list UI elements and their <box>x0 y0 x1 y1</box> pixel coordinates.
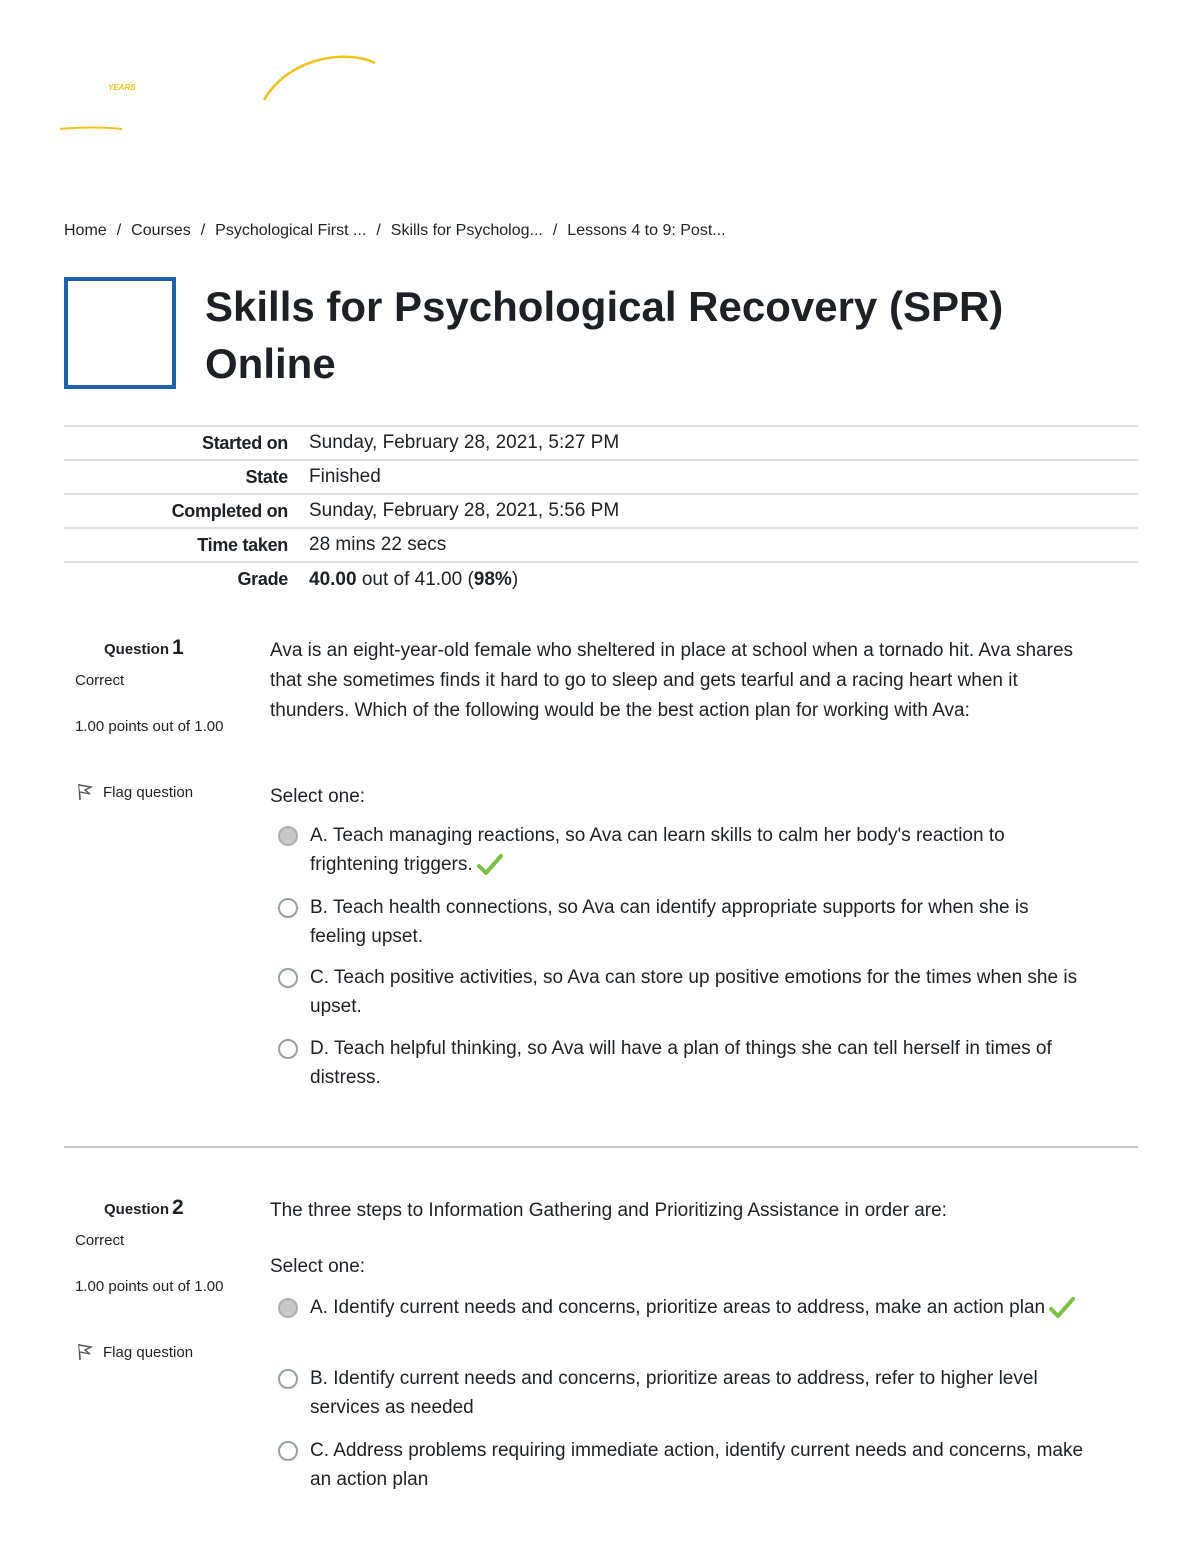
breadcrumb-course[interactable]: Skills for Psycholog... <box>390 222 543 239</box>
answer-option[interactable] <box>278 893 1088 951</box>
radio-selected[interactable] <box>278 826 298 846</box>
breadcrumb-separator: / <box>200 222 206 239</box>
question-text: The three steps to Information Gathering and Prioritizing Assistance in order are: <box>270 1200 947 1221</box>
page-title: Skills for Psychological Recovery (SPR) Online <box>205 283 1004 387</box>
grade-percent: 98% <box>473 568 512 590</box>
question-state: Correct <box>75 672 125 689</box>
logo-swoosh-icon <box>50 45 390 140</box>
grade-close: ) <box>511 568 519 590</box>
grade-score: 40.00 <box>309 568 357 590</box>
state-value: Finished <box>309 466 381 487</box>
answer-option[interactable] <box>278 963 1088 1021</box>
answer-option[interactable] <box>278 1436 1088 1494</box>
breadcrumb <box>64 222 726 240</box>
question-grade: 1.00 points out of 1.00 <box>75 718 224 735</box>
radio-unselected[interactable] <box>278 968 298 988</box>
grade-label: Grade <box>237 569 288 589</box>
flag-icon <box>75 782 95 802</box>
flag-question-link[interactable] <box>75 1342 193 1362</box>
select-one-prompt: Select one: <box>270 786 366 807</box>
breadcrumb-quiz[interactable]: Lessons 4 to 9: Post... <box>567 222 726 239</box>
answer-option[interactable] <box>278 1293 1088 1322</box>
summary-row-completed <box>64 494 1138 528</box>
question-number: Question 2 <box>104 1196 184 1219</box>
correct-check-icon <box>1049 1297 1075 1319</box>
correct-check-icon <box>477 854 503 876</box>
flag-question-label: Flag question <box>103 783 194 801</box>
breadcrumb-home[interactable]: Home <box>64 222 107 239</box>
radio-unselected[interactable] <box>278 1039 298 1059</box>
answer-option[interactable] <box>278 1364 1088 1422</box>
completed-on-label: Completed on <box>171 500 288 521</box>
question-grade: 1.00 points out of 1.00 <box>75 1278 224 1295</box>
site-logo[interactable] <box>50 45 390 140</box>
summary-row-time <box>64 528 1138 562</box>
grade-value-cell <box>300 562 1138 596</box>
breadcrumb-separator: / <box>376 222 381 239</box>
answer-label: B. Teach health connections, so Ava can identify appropriate supports for when she is feeling upset. <box>310 897 1029 947</box>
summary-row-state <box>64 460 1138 494</box>
radio-selected[interactable] <box>278 1298 298 1318</box>
answer-label: C. Teach positive activities, so Ava can store up positive emotions for the times when she is upset. <box>310 967 1078 1017</box>
question-number: Question 1 <box>104 636 184 659</box>
question-2 <box>64 1196 1138 1506</box>
quiz-review-summary <box>64 425 1138 596</box>
summary-row-grade <box>64 562 1138 596</box>
question-divider <box>64 1146 1138 1148</box>
started-on-value: Sunday, February 28, 2021, 5:27 PM <box>309 432 620 453</box>
flag-icon <box>75 1342 95 1362</box>
state-label: State <box>245 466 288 487</box>
question-state: Correct <box>75 1232 125 1249</box>
summary-row-started <box>64 426 1138 460</box>
completed-on-value: Sunday, February 28, 2021, 5:56 PM <box>309 500 620 521</box>
question-1 <box>64 636 1138 1106</box>
breadcrumb-separator: / <box>116 222 122 239</box>
breadcrumb-category[interactable]: Psychological First ... <box>215 222 367 239</box>
logo-years-text: YEARS <box>108 83 136 92</box>
grade-out-of: out of 41.00 ( <box>356 568 474 590</box>
started-on-label: Started on <box>201 432 288 453</box>
answer-label: B. Identify current needs and concerns, prioritize areas to address, refer to higher level services as needed <box>310 1368 1038 1418</box>
breadcrumb-separator: / <box>552 222 558 239</box>
radio-unselected[interactable] <box>278 1441 298 1461</box>
answer-label: C. Address problems requiring immediate action, identify current needs and concerns, make an action plan <box>310 1440 1084 1490</box>
answer-option[interactable] <box>278 1034 1088 1092</box>
flag-question-label: Flag question <box>103 1343 194 1361</box>
breadcrumb-courses[interactable]: Courses <box>131 222 191 239</box>
answer-label: A. Teach managing reactions, so Ava can learn skills to calm her body's reaction to frightening triggers. <box>310 825 1005 875</box>
answer-label: D. Teach helpful thinking, so Ava will have a plan of things she can tell herself in times of distress. <box>310 1038 1052 1088</box>
radio-unselected[interactable] <box>278 1369 298 1389</box>
answer-label: A. Identify current needs and concerns, prioritize areas to address, make an action plan <box>310 1293 1075 1322</box>
time-taken-label: Time taken <box>197 534 288 555</box>
radio-unselected[interactable] <box>278 898 298 918</box>
flag-question-link[interactable] <box>75 782 193 802</box>
question-text: Ava is an eight-year-old female who sheltered in place at school when a tornado hit. Ava shares that she sometimes finds it hard to go to sleep and gets tearful and a racing heart when it thunders. Which of the following would be the best action plan for working with Ava: <box>270 640 1074 721</box>
time-taken-value: 28 mins 22 secs <box>309 534 447 555</box>
course-image-placeholder <box>64 277 176 389</box>
select-one-prompt: Select one: <box>270 1256 366 1277</box>
answer-option[interactable] <box>278 821 1088 879</box>
